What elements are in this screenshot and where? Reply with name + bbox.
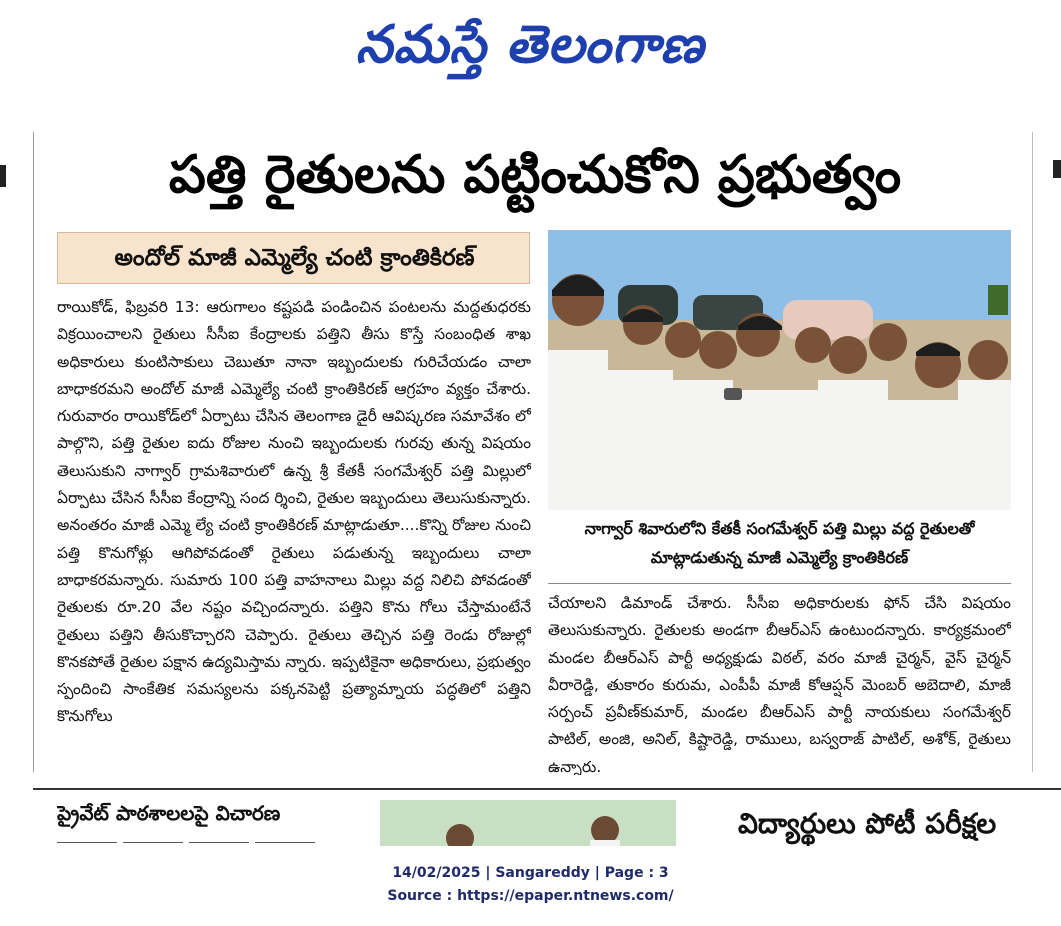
caption-rule bbox=[548, 583, 1011, 584]
photo-illustration bbox=[548, 230, 1011, 510]
column-rule-left bbox=[33, 132, 34, 772]
article-body-right: చేయాలని డిమాండ్ చేశారు. సీసీఐ అధికారులకు ఫోన్ చేసి విషయం తెలుసుకున్నారు. రైతులకు అండగా బీఆర్‌ఎస్ ఉంటుందన్నారు. కార్యక్రమంలో మండల బీఆర్‌ఎస్ పార్టీ అధ్యక్షుడు విఠల్, వరం మాజీ చైర్మన్, వైస్ చైర్మన్ వీరారెడ్డి, తుకారం కురుమ, ఎంపీపీ మాజీ కోఆప్షన్ మెంబర్ అబెదాలి, మాజీ సర్పంచ్ ప్రవీణ్‌కుమార్, మండల బీఆర్‌ఎస్ పార్టీ నాయకులు సంగమేశ్వర్ పాటిల్, అంజి, అనిల్, కిష్టారెడ్డి, రాములు, బస్వరాజ్ పాటిల్, అశోక్, రైతులు ఉన్నారు. bbox=[548, 594, 1011, 775]
footer-source-line: Source : https://epaper.ntnews.com/ bbox=[387, 888, 674, 904]
teaser-left-headline: ప్రైవేట్ పాఠశాలలపై విచారణ bbox=[57, 801, 281, 825]
teaser-photo bbox=[380, 800, 676, 846]
column-rule-right bbox=[1032, 132, 1033, 772]
right-edge-mark bbox=[1053, 160, 1061, 178]
masthead bbox=[0, 0, 1061, 100]
article-headline: పత్తి రైతులను పట్టించుకోని ప్రభుత్వం bbox=[168, 145, 902, 205]
teaser-photo-illustration bbox=[380, 800, 676, 846]
article-photo bbox=[548, 230, 1011, 510]
article-body-left: రాయికోడ్, ఫిబ్రవరి 13: ఆరుగాలం కష్టపడి పండించిన పంటలను మద్దతుధరకు విక్రయించాలని రైతులు సీసీఐ కేంద్రాలకు పత్తిని తీసు కొస్తే సంబంధిత శాఖ అధికారులు కుంటిసాకులు చెబుతూ నానా ఇబ్బందులకు గురిచేయడం చాలా బాధాకరమని అందోల్ మాజీ ఎమ్మెల్యే చంటి క్రాంతికిరణ్ ఆగ్రహం వ్యక్తం చేశారు. గురువారం రాయికోడ్‌లో ఏర్పాటు చేసిన తెలంగాణ డైరీ ఆవిష్కరణ సమావేశం లో పాల్గొని, పత్తి రైతుల ఐదు రోజుల నుంచి ఇబ్బందులకు గురవు తున్న విషయం తెలుసుకుని నాగ్వార్ గ్రామశివారులో ఉన్న శ్రీ కేతకీ సంగమేశ్వర్ పత్తి మిల్లులో ఏర్పాటు చేసిన సీసీఐ కేంద్రాన్ని సంద ర్శించి, రైతుల ఇబ్బందులు తెలుసుకున్నారు. అనంతరం మాజీ ఎమ్మె ల్యే చంటి క్రాంతికిరణ్ మాట్లాడుతూ....కొన్ని రోజుల నుంచి పత్తి కొనుగోళ్లు ఆగిపోవడంతో రైతులు పడుతున్న ఇబ్బందులు చాలా బాధాకరమన్నారు. సుమారు 100 పత్తి వాహనాలు మిల్లు వద్ద నిలిచి పోవడంతో రైతులకు రూ.20 వేల నష్టం వచ్చిందన్నారు. పత్తిని కొను గోలు చేస్తామంటేనే రైతులు పత్తిని తీసుకొచ్చారని చెప్పారు. రైతులు తెచ్చిన పత్తి రెండు రోజుల్లో కొనకపోతే రైతుల పక్షాన ఉద్యమిస్తామ న్నారు. ఇప్పటికైనా అధికారులు, ప్రభుత్వం స్పందించి సాంకేతిక సమస్యలను పక్కనపెట్టి ప్రత్యామ్నాయ పద్ధతిలో పత్తిని కొనుగోలు bbox=[57, 298, 531, 726]
teaser-right-headline: విద్యార్థులు పోటీ పరీక్షల bbox=[738, 807, 997, 840]
article-subhead: అందోల్ మాజీ ఎమ్మెల్యే చంటి క్రాంతికిరణ్ bbox=[114, 245, 475, 271]
article-subhead-box bbox=[57, 232, 530, 284]
footer-date-line: 14/02/2025 | Sangareddy | Page : 3 bbox=[392, 865, 669, 881]
teaser-left-text-stub bbox=[57, 833, 357, 843]
newspaper-logo: నమస్తే తెలంగాణ bbox=[355, 15, 705, 75]
section-rule bbox=[33, 788, 1061, 790]
photo-caption: నాగ్వార్ శివారులోని కేతకీ సంగమేశ్వర్ పత్తి మిల్లు వద్ద రైతులతో మాట్లాడుతున్న మాజీ ఎమ్మెల్యే క్రాంతికిరణ్ bbox=[584, 519, 975, 567]
left-edge-mark bbox=[0, 165, 6, 187]
